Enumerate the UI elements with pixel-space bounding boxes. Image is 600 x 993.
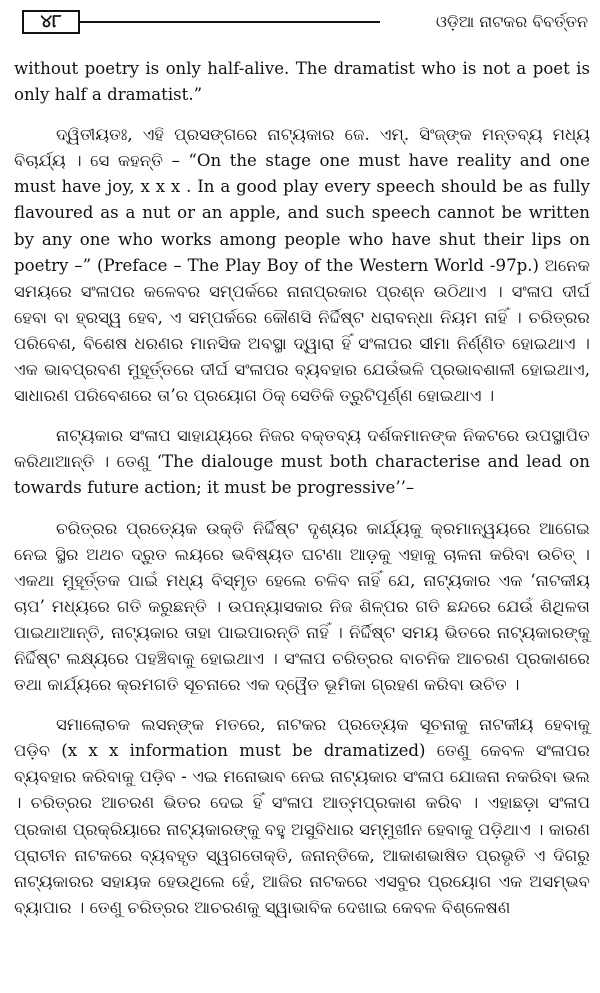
running-title: ଓଡ଼ିଆ ନାଟକର ବିବର୍ତ୍ତନ — [435, 12, 588, 31]
paragraph: ଚରିତ୍ରର ପ୍ରତ୍ୟେକ ଉକ୍ତି ନିର୍ଦ୍ଦିଷ୍ଟ ଦୃଶ୍ୟର କାର୍ଯ୍ୟକୁ କ୍ରମାନ୍ୱୟରେ ଆଗେଇ ନେଇ ସ୍ଥିର ଅଥଚ ଦ୍ରୁତ ଲୟରେ ଭବିଷ୍ୟତ ଘଟଣା ଆଡ଼କୁ ଏହାକୁ ଚାଳନା କରିବା ଉଚିତ୍ । ଏକଥା ମୁହୂର୍ତ୍ତକ ପାଇଁ ମଧ୍ୟ ବିସ୍ମୃତ ହେଲେ ଚଳିବ ନାହିଁ ଯେ, ନାଟ୍ୟକାର ଏକ ‘ନାଟକୀୟ ଚାପ’ ମଧ୍ୟରେ ଗତି କରୁଛନ୍ତି । ଉପନ୍ୟାସକାର ନିଜ ଶିଳ୍ପର ଗତି ଛନ୍ଦରେ ଯେଉଁ ଶିଥିଳତା ପାଇଥାଆନ୍ତି, ନାଟ୍ୟକାର ତାହା ପାଇପାରନ୍ତି ନାହିଁ । ନିର୍ଦ୍ଦିଷ୍ଟ ସମୟ ଭିତରେ ନାଟ୍ୟକାରଙ୍କୁ ନିର୍ଦ୍ଦିଷ୍ଟ ଲକ୍ଷ୍ୟରେ ପହଞ୍ଚିବାକୁ ହୋଇଥାଏ । ସଂଳାପ ଚରିତ୍ରର ବାଚନିକ ଆଚରଣ ପ୍ରକାଶରେ ତଥା କାର୍ଯ୍ୟରେ କ୍ରମଗତି ସୂଚନାରେ ଏକ ଦ୍ୱୈତ ଭୂମିକା ଗ୍ରହଣ କରିବା ଉଚିତ । — [14, 518, 590, 695]
page-body — [14, 56, 590, 935]
page-number: ୪୮ — [22, 10, 80, 34]
page-header — [14, 0, 590, 42]
paragraph: ନାଟ୍ୟକାର ସଂଳାପ ସାହାଯ୍ୟରେ ନିଜର ବକ୍ତବ୍ୟ ଦର୍ଶକମାନଙ୍କ ନିକଟରେ ଉପସ୍ଥାପିତ କରିଥାଆନ୍ତି । ତେଣୁ ‘The dialouge must both characterise and lead on towards future action; it must be progressive’’– — [14, 426, 590, 498]
paragraph-continuation: without poetry is only half-alive. The dramatist who is not a poet is only half a dramatist.” — [14, 59, 590, 105]
paragraph: ସମାଲୋଚକ ଲସନ୍‌ଙ୍କ ମତରେ, ନାଟକର ପ୍ରତ୍ୟେକ ସୂଚନାକୁ ନାଟକୀୟ ହେବାକୁ ପଡ଼ିବ (x x x information must be dramatized) ତେଣୁ କେବଳ ସଂଳାପର ବ୍ୟବହାର କରିବାକୁ ପଡ଼ିବ - ଏଇ ମନୋଭାବ ନେଇ ନାଟ୍ୟକାର ସଂଳାପ ଯୋଜନା ନକରିବା ଭଲ । ଚରିତ୍ରର ଆଚରଣ ଭିତର ଦେଇ ହିଁ ସଂଳାପ ଆତ୍ମପ୍ରକାଶ କରିବ । ଏହାଛଡ଼ା ସଂଳାପ ପ୍ରକାଶ ପ୍ରକ୍ରିୟାରେ ନାଟ୍ୟକାରଙ୍କୁ ବହୁ ଅସୁବିଧାର ସମ୍ମୁଖୀନ ହେବାକୁ ପଡ଼ିଥାଏ । କାରଣ ପ୍ରାଚୀନ ନାଟକରେ ବ୍ୟବହୃତ ସ୍ୱଗତୋକ୍ତି, ଜନାନ୍ତିକେ, ଆକାଶଭାଷିତ ପ୍ରଭୃତି ଏ ଦିଗରୁ ନାଟ୍ୟକାରର ସହାୟକ ହେଉଥିଲେ ହେଁ, ଆଜିର ନାଟକରେ ଏସବୁର ପ୍ରୟୋଗ ଏକ ଅସମ୍ଭବ ବ୍ୟାପାର । ତେଣୁ ଚରିତ୍ରର ଆଚରଣକୁ ସ୍ୱାଭାବିକ ଦେଖାଇ କେବଳ ବିଶ୍ଳେଷଣ — [14, 715, 590, 917]
paragraph: ଦ୍ୱିତୀୟତଃ, ଏହି ପ୍ରସଙ୍ଗରେ ନାଟ୍ୟକାର ଜେ. ଏମ୍. ସିଂଜ୍‌ଙ୍କ ମନ୍ତବ୍ୟ ମଧ୍ୟ ବିଚାର୍ଯ୍ୟ । ସେ କହନ୍ତି – “On the stage one must have reality and one must have joy, x x x . In a good play every speech should be as fully flavoured as a nut or an apple, and such speech cannot be written by any one who works among people who have shut their lips on poetry –” (Preface – The Play Boy of the Western World -97p.) ଅନେକ ସମୟରେ ସଂଳାପର କଳେବର ସମ୍ପର୍କରେ ନାନାପ୍ରକାର ପ୍ରଶ୍ନ ଉଠିଥାଏ । ସଂଳାପ ଦୀର୍ଘ ହେବା ବା ହ୍ରସ୍ୱ ହେବ, ଏ ସମ୍ପର୍କରେ କୌଣସି ନିର୍ଦ୍ଦିଷ୍ଟ ଧରାବନ୍ଧା ନିୟମ ନାହିଁ । ଚରିତ୍ରର ପରିବେଶ, ବିଶେଷ ଧରଣର ମାନସିକ ଅବସ୍ଥା ଦ୍ୱାରା ହିଁ ସଂଳାପର ସୀମା ନିର୍ଣ୍ଣିତ ହୋଇଥାଏ । ଏକ ଭାବପ୍ରବଣ ମୁହୂର୍ତ୍ତରେ ଦୀର୍ଘ ସଂଳାପର ବ୍ୟବହାର ଯେଉଁଭଳି ପ୍ରଭାବଶାଳୀ ହୋଇଥାଏ, ସାଧାରଣ ପରିବେଶରେ ତା’ର ପ୍ରୟୋଗ ଠିକ୍ ସେତିକି ତ୍ରୁଟିପୂର୍ଣ୍ଣ ହୋଇଥାଏ । — [14, 125, 590, 406]
header-rule — [80, 21, 380, 23]
